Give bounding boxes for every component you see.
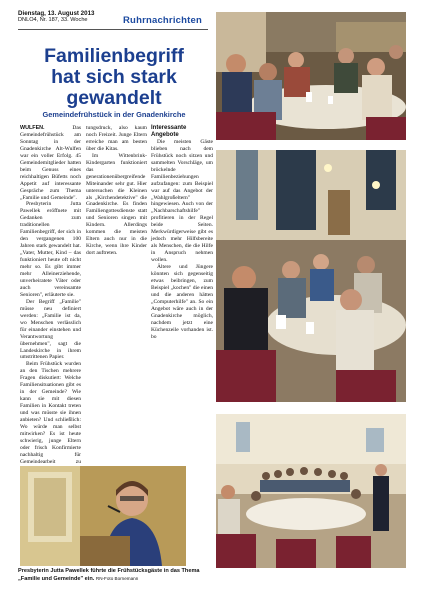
article-headline — [18, 46, 210, 109]
photo-speaker-image — [20, 466, 186, 566]
paragraph: WULFEN. Das Gemeindefrühstück am Sonntag in der Gnadenkirche Alt-Wulfen war ein voller Erfolg. 45 Gemeindemitglieder hatten beim Genuss eines reichhaltigen Büfetts noch Appetit auf interessante Gespräche zum Thema „Familie und Gemeinde". — [20, 125, 81, 201]
issue-number: DNLO4, Nr. 187, 33. Woche — [18, 17, 88, 23]
article-column-1 — [20, 125, 81, 507]
section-title: Ruhrnachrichten — [123, 15, 203, 26]
headline-line: Familienbegriff — [44, 45, 184, 67]
column-subhead: Interessante Angebote — [151, 125, 187, 138]
paragraph: Ältere und Jüngere könnten sich gegenseitig etwas beibringen, zum Beispiel „kochen" die einen und die anderen hätten „Computerhilfe" an. So ein Angebot wäre auch in der Gnadenkirche möglich, nachdem jetzt eine Küchenzeile vorhanden ist. bo — [151, 264, 213, 340]
headline-line: hat sich stark — [51, 66, 177, 88]
masthead-info — [18, 10, 94, 24]
article-column-2 — [86, 125, 147, 257]
photo-caption — [18, 568, 208, 583]
article-subheadline: Gemeindefrühstück in der Gnadenkirche — [42, 110, 186, 119]
paragraph: tungsdruck, also kaum noch Freizeit. Junge Eltern erreiche man am besten über die Kitas. — [86, 125, 147, 152]
photo-breakfast-tables-image — [216, 12, 406, 140]
photo-church-interior — [216, 150, 406, 402]
photo-speaker — [20, 466, 186, 566]
paragraph: Im Wittenbrink-Kindergarten funktioniert das generationenübergreifende Miteinander sehr gut. Hier untersuchen die Kleinen als „Kirchendetektive" die Gnadenkirche. Es finden Familiengottesdienste statt und Senioren singen mit Kindern. Allerdings kommen die meisten Eltern auch nur in die Kirche, wenn ihre Kinder dort auftreten. — [86, 152, 147, 257]
photo-church-interior-image — [216, 150, 406, 402]
photo-hall-overview — [216, 414, 406, 568]
header-rule — [18, 29, 208, 30]
dateline: WULFEN. — [20, 125, 45, 131]
photo-hall-overview-image — [216, 414, 406, 568]
caption-text: Presbyterin Jutta Pawellek führte die Frühstücksgäste in das Thema „Familie und Gemeinde" ein. — [18, 568, 200, 582]
paragraph: Beim Frühstück wurden an den Tischen mehrere Fragen diskutiert: Welche Familiensituationen gibt es in der Gemeinde? Wie kann sie mit diesen Familien in Kontakt treten und was müsste sie ihnen anbieten? Und schließlich: Wo würde man selbst mitwirken? Es ist heute schwierig, junge Eltern oder frisch Konfirmierte nachhaltig für Gemeindearbeit zu — [20, 361, 81, 465]
photo-credit: RN-Foto Bornemann — [95, 576, 139, 581]
paragraph: Die meisten Gäste blieben nach dem Frühstück noch sitzen und sammelten Vorschläge, um bröckelnde Familienbeziehungen aufzufangen: zum Beispiel war auf das Angebot der „Wahlgroßeltern" hingewiesen. Auch von der „Nachbarschaftshilfe" profitieren in der Regel beide Seiten. Merkwürdigerweise gibt es jedoch mehr Hilfsbereite als Menschen, die die Hilfe in Anspruch nehmen wollen. — [151, 138, 213, 264]
paragraph: Presbyterin Jutta Pawellek eröffnete mit Gedanken zum traditionellen Familienbegriff, der sich in den vergangenen 100 Jahren stark gewandelt hat. „Vater, Mutter, Kind – das funktioniert heute oft nicht mehr so. Es gibt immer mehr Alleinerziehende, unverheiratete Väter oder auch vereinsamte Senioren", erläuterte sie. — [20, 201, 81, 298]
headline-line: gewandelt — [66, 87, 162, 109]
photo-breakfast-tables — [216, 12, 406, 140]
issue-date: Dienstag, 13. August 2013 — [18, 10, 95, 17]
article-column-3 — [151, 125, 213, 341]
paragraph: Der Begriff „Familie" müsse neu definiert werden: „Familie ist da, wo Menschen verlässlich für einander einstehen und Verantwortung übernehmen", sagt die Landeskirche in ihrem umstrittenen Papier. — [20, 298, 81, 361]
